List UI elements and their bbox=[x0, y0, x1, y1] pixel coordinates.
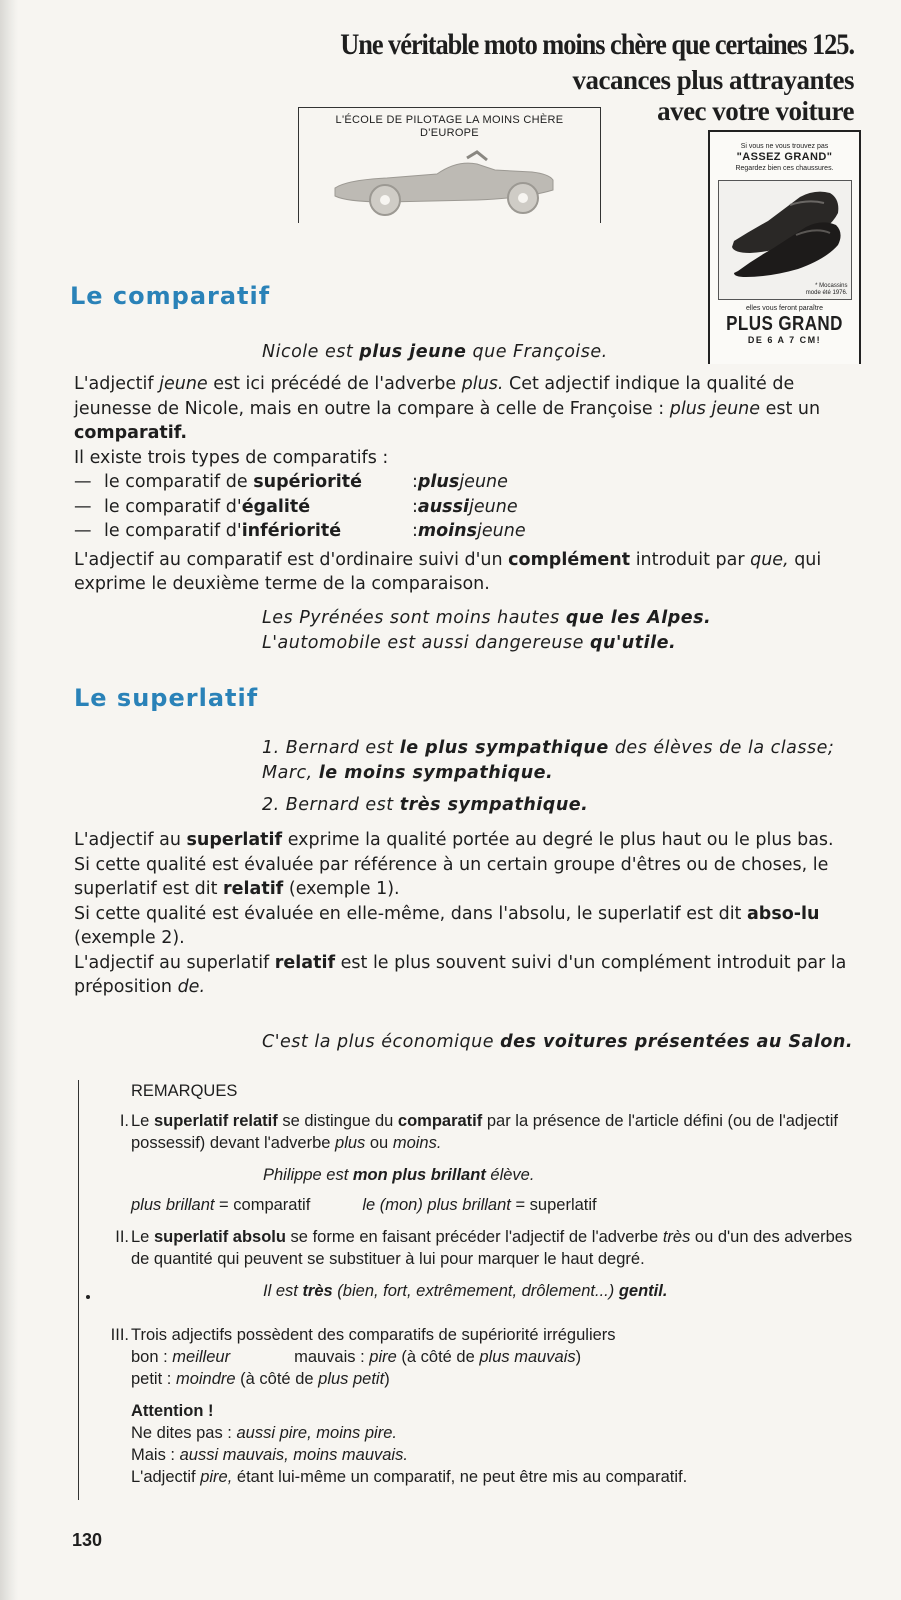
ad-caption-line-1: L'ÉCOLE DE PILOTAGE LA MOINS CHÈRE bbox=[335, 114, 564, 126]
remark-1 bbox=[131, 1110, 859, 1216]
text: Si cette qualité est évaluée par référence à un certain groupe d'êtres ou de choses, le superlatif est dit bbox=[74, 854, 829, 899]
text: bon : bbox=[131, 1348, 173, 1366]
remark-comparison bbox=[131, 1194, 859, 1216]
text: superlatif absolu bbox=[153, 1228, 286, 1246]
text: (à côté de bbox=[235, 1370, 319, 1388]
text: (exemple 2). bbox=[74, 928, 185, 948]
text: jeune bbox=[477, 521, 526, 541]
text: est un bbox=[760, 398, 821, 419]
text: (exemple 1). bbox=[283, 879, 400, 899]
text: se forme en faisant précéder l'adjectif de l'adverbe bbox=[285, 1228, 663, 1246]
superlatif-body bbox=[74, 828, 864, 1000]
shoes-tag-line-1: * Mocassins bbox=[815, 283, 848, 289]
comparatif-paragraph-2 bbox=[74, 548, 864, 597]
remarques-title: REMARQUES bbox=[131, 1082, 238, 1100]
text: moins bbox=[417, 521, 478, 541]
list-item bbox=[74, 495, 864, 520]
text: superlatif relatif bbox=[153, 1112, 278, 1130]
text: relatif bbox=[274, 952, 336, 973]
section-title-comparatif: Le comparatif bbox=[70, 282, 271, 310]
comparatif-body bbox=[74, 372, 864, 597]
text: L'automobile est aussi dangereuse bbox=[262, 632, 590, 653]
text: Il est bbox=[263, 1282, 303, 1300]
text: de. bbox=[177, 977, 206, 997]
text: plus mauvais bbox=[479, 1348, 576, 1366]
text: meilleur bbox=[172, 1348, 231, 1366]
text: (à côté de bbox=[396, 1348, 480, 1366]
text: (bien, fort, extrêmement, drôlement...) bbox=[332, 1282, 619, 1300]
superlatif-paragraph-4 bbox=[74, 951, 864, 1000]
attention-line-3 bbox=[131, 1466, 859, 1488]
text: le moins sympathique. bbox=[318, 762, 554, 783]
race-car-icon bbox=[327, 150, 567, 220]
shoe-icon bbox=[720, 183, 850, 283]
text: le comparatif d' bbox=[104, 521, 242, 541]
text: = comparatif bbox=[214, 1196, 311, 1214]
shoes-ad-line-3: Regardez bien ces chaussures. bbox=[735, 165, 834, 172]
text: C'est la plus économique bbox=[262, 1032, 501, 1052]
superlatif-example-3 bbox=[262, 1030, 853, 1055]
text: des voitures présentées au Salon. bbox=[500, 1032, 854, 1052]
text: relatif bbox=[223, 879, 284, 899]
text: pire bbox=[369, 1348, 397, 1366]
text: plus. bbox=[461, 374, 504, 394]
example-line bbox=[262, 736, 834, 761]
comparatif-intro: Il existe trois types de comparatifs : bbox=[74, 447, 389, 468]
text: que, bbox=[750, 549, 789, 570]
ad-caption-line-2: D'EUROPE bbox=[420, 127, 479, 139]
text: plus brillant bbox=[131, 1196, 215, 1214]
text: exprime la qualité portée au degré le plus haut ou le plus bas. bbox=[282, 830, 834, 850]
text: : bbox=[412, 472, 418, 492]
text: plus petit bbox=[318, 1370, 385, 1388]
type-label bbox=[104, 519, 412, 544]
shoes-photo bbox=[718, 180, 852, 300]
text: très bbox=[302, 1282, 333, 1300]
text: superlatif bbox=[186, 830, 283, 850]
remark-example bbox=[263, 1280, 859, 1302]
comparatif-examples bbox=[262, 606, 711, 655]
text: ou d'un des adverbes de quantité qui peuvent se substituer à lui pour marquer le haut degré. bbox=[131, 1228, 853, 1268]
text: Ne dites pas : bbox=[131, 1424, 237, 1442]
text: qu'utile. bbox=[589, 632, 677, 653]
text: ) bbox=[575, 1348, 582, 1366]
text: très bbox=[662, 1228, 691, 1246]
text: ) bbox=[384, 1370, 390, 1388]
text: le plus sympathique bbox=[399, 738, 609, 758]
text: très sympathique. bbox=[399, 795, 589, 815]
shoes-ad-line-5: PLUS GRAND bbox=[726, 313, 843, 335]
text: est ici précédé de l'adverbe bbox=[207, 374, 462, 394]
irregular-line-2 bbox=[131, 1368, 859, 1390]
text: L'adjectif au superlatif bbox=[74, 952, 275, 973]
text: aussi bbox=[417, 496, 470, 517]
text: 1. Bernard est bbox=[262, 738, 400, 758]
text: que les Alpes. bbox=[565, 608, 712, 628]
header-line-1: Une véritable moto moins chère que certaines 125. bbox=[340, 28, 854, 61]
text: le (mon) plus brillant bbox=[362, 1196, 511, 1214]
text: jeune bbox=[469, 496, 518, 517]
dash: — bbox=[74, 472, 92, 492]
text: L'adjectif au comparatif est d'ordinaire suivi d'un bbox=[74, 549, 509, 570]
shoes-ad-line-2: "ASSEZ GRAND" bbox=[736, 151, 833, 163]
comparatif-types-list bbox=[74, 470, 864, 544]
text: moindre bbox=[175, 1370, 236, 1388]
superlatif-paragraph-1 bbox=[74, 828, 864, 853]
text: se distingue du bbox=[277, 1112, 398, 1130]
superlatif-paragraph-3 bbox=[74, 902, 864, 951]
text: Le bbox=[131, 1112, 154, 1130]
text: Trois adjectifs possèdent des comparatifs de supériorité irréguliers bbox=[131, 1326, 616, 1344]
shoes-ad bbox=[708, 130, 861, 364]
text: introduit par bbox=[630, 549, 751, 570]
example-line bbox=[262, 761, 834, 786]
text: Philippe est bbox=[263, 1166, 353, 1184]
example-emphasis: plus jeune bbox=[359, 342, 467, 362]
page-number: 130 bbox=[72, 1530, 103, 1550]
header-line-3: avec votre voiture bbox=[657, 96, 854, 126]
list-item bbox=[74, 519, 864, 544]
text: plus jeune bbox=[669, 398, 761, 419]
shoes-ad-line-6: DE 6 A 7 CM! bbox=[747, 335, 822, 345]
text: : bbox=[412, 521, 418, 541]
example-line bbox=[262, 606, 711, 631]
shoes-ad-line-1: Si vous ne vous trouvez pas bbox=[740, 143, 829, 150]
text: aussi pire, moins pire. bbox=[236, 1424, 397, 1442]
text: comparatif. bbox=[74, 423, 188, 443]
example-line bbox=[262, 793, 834, 818]
remark-example bbox=[263, 1164, 859, 1186]
text: Marc, bbox=[262, 762, 319, 783]
superlatif-examples bbox=[262, 736, 834, 818]
text: L'adjectif bbox=[74, 374, 160, 394]
comparatif-paragraph-1 bbox=[74, 372, 864, 446]
text: L'adjectif bbox=[131, 1468, 201, 1486]
section-title-superlatif: Le superlatif bbox=[74, 684, 259, 712]
text: complément bbox=[508, 549, 631, 570]
text: Le bbox=[131, 1228, 154, 1246]
type-label bbox=[104, 495, 412, 520]
text: Les Pyrénées sont moins hautes bbox=[262, 608, 566, 628]
text: élève. bbox=[485, 1166, 535, 1184]
text: = superlatif bbox=[510, 1196, 597, 1214]
irregular-line-1 bbox=[131, 1346, 859, 1368]
stray-dot bbox=[86, 1295, 90, 1299]
shoes-tag-line-2: mode été 1976. bbox=[805, 290, 848, 296]
example-line bbox=[262, 631, 711, 656]
text: petit : bbox=[131, 1370, 176, 1388]
page-edge bbox=[0, 0, 18, 1600]
attention-heading: Attention ! bbox=[131, 1402, 214, 1420]
text: plus bbox=[335, 1134, 366, 1152]
text: mauvais : bbox=[294, 1348, 370, 1366]
remark-3 bbox=[131, 1324, 859, 1488]
header-line-2: vacances plus attrayantes bbox=[572, 65, 854, 95]
text: aussi mauvais, moins mauvais. bbox=[179, 1446, 408, 1464]
driving-school-ad bbox=[298, 107, 601, 223]
text: Mais : bbox=[131, 1446, 180, 1464]
text: ou bbox=[365, 1134, 393, 1152]
attention-line-1 bbox=[131, 1422, 859, 1444]
text: gentil. bbox=[618, 1282, 668, 1300]
text: qui exprime le deuxième terme de la comparaison. bbox=[74, 549, 822, 594]
remarques-box bbox=[78, 1080, 859, 1500]
text: est le plus souvent suivi d'un complément introduit par la préposition bbox=[74, 952, 847, 997]
superlatif-paragraph-2 bbox=[74, 853, 864, 902]
text: des élèves de la classe; bbox=[608, 738, 835, 758]
text: le comparatif de bbox=[104, 472, 254, 492]
text: jeune bbox=[159, 374, 208, 394]
shoes-ad-line-4: elles vous feront paraître bbox=[745, 305, 824, 312]
text: comparatif bbox=[397, 1112, 483, 1130]
text: jeune bbox=[459, 472, 508, 492]
text: : bbox=[412, 496, 418, 517]
text: infériorité bbox=[241, 521, 342, 541]
text: pire, bbox=[200, 1468, 233, 1486]
text: Cet adjectif indique la qualité de jeunesse de Nicole, mais en outre la compare à celle de Françoise : bbox=[74, 374, 795, 419]
remark-number: III. bbox=[110, 1326, 129, 1344]
text: égalité bbox=[241, 496, 311, 517]
text: mon plus brillant bbox=[352, 1166, 486, 1184]
text: Si cette qualité est évaluée en elle-même, dans l'absolu, le superlatif est dit bbox=[74, 903, 747, 924]
text: par la présence de l'article défini (ou de l'adjectif possessif) devant l'adverbe bbox=[131, 1112, 839, 1152]
dash: — bbox=[74, 496, 92, 517]
text: supériorité bbox=[253, 472, 362, 492]
list-item bbox=[74, 470, 864, 495]
remark-2 bbox=[131, 1226, 859, 1302]
text: étant lui-même un comparatif, ne peut être mis au comparatif. bbox=[232, 1468, 688, 1486]
comparatif-example bbox=[262, 340, 608, 365]
text: abso-lu bbox=[746, 903, 820, 924]
remark-number: II. bbox=[115, 1228, 129, 1246]
type-label bbox=[104, 470, 412, 495]
text: moins. bbox=[392, 1134, 442, 1152]
dash: — bbox=[74, 521, 92, 541]
text: 2. Bernard est bbox=[262, 795, 400, 815]
example-text: Nicole est bbox=[262, 342, 360, 362]
attention-line-2 bbox=[131, 1444, 859, 1466]
remark-number: I. bbox=[119, 1112, 129, 1130]
text: L'adjectif au bbox=[74, 830, 187, 850]
text: le comparatif d' bbox=[104, 496, 242, 517]
text: plus bbox=[417, 472, 460, 492]
example-text: que Françoise. bbox=[466, 342, 608, 362]
